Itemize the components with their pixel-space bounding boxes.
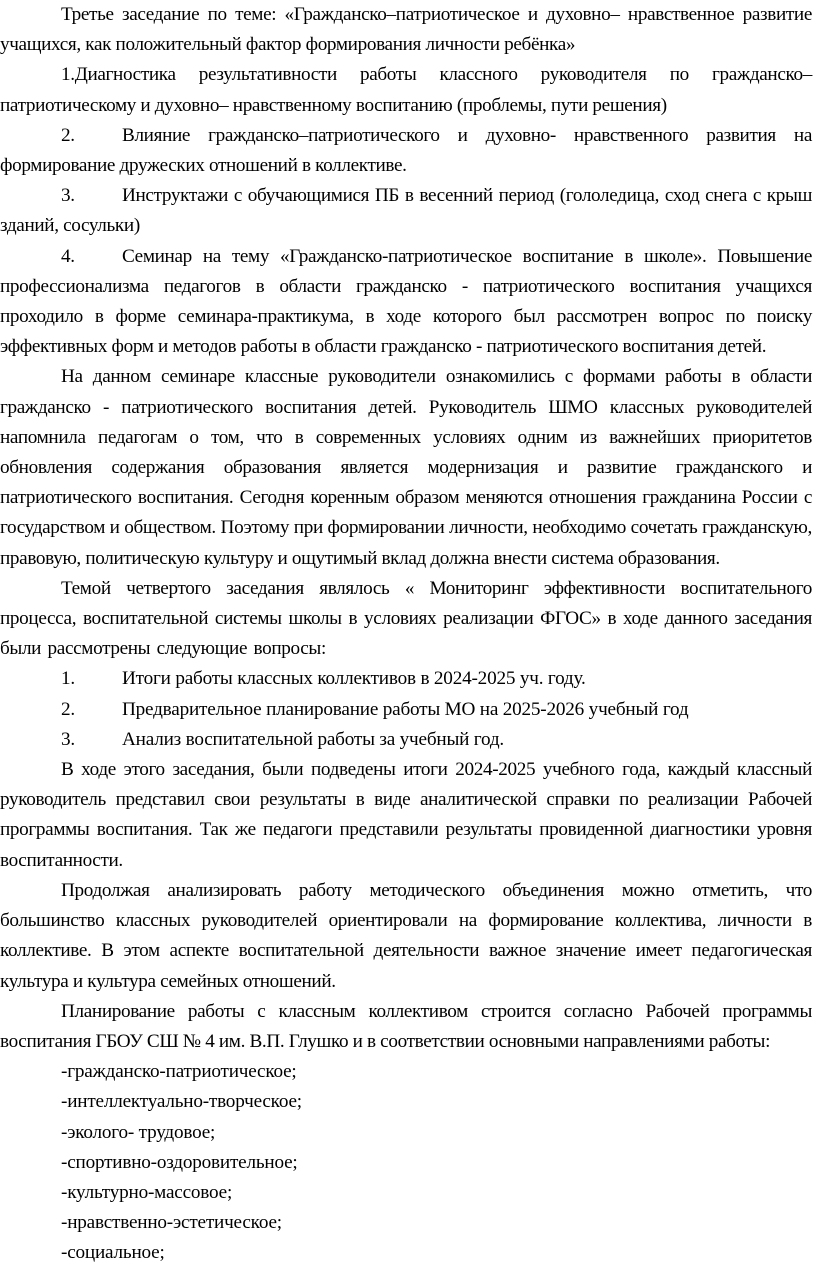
fourth-meeting-item-2: 2. Предварительное планирование работы МО на 2025-2026 учебный год: [61, 698, 689, 720]
direction-item: -интеллектуально-творческое;: [61, 1091, 302, 1113]
third-meeting-item-3: 3. Инструктажи с обучающимися ПБ в весенний период (гололедица, сход снега с крыш зданий, сосульки): [0, 185, 812, 237]
direction-item: -социальное;: [61, 1242, 165, 1264]
direction-item: -культурно-массовое;: [61, 1181, 233, 1203]
third-meeting-item-2: 2. Влияние гражданско–патриотического и духовно- нравственного развития на формирование дружеских отношений в коллективе.: [0, 124, 812, 177]
fourth-meeting-item-3: 3. Анализ воспитательной работы за учебный год.: [61, 728, 504, 750]
third-meeting-item-1: 1.Диагностика результативности работы классного руководителя по гражданско–патриотическому и духовно– нравственному воспитанию (проблемы, пути решения): [0, 64, 812, 116]
direction-item: -нравственно-эстетическое;: [61, 1212, 282, 1234]
third-meeting-title: Третье заседание по теме: «Гражданско–патриотическое и духовно– нравственное развитие учащихся, как положительный фактор формирования личности ребёнка»: [0, 4, 812, 56]
fourth-meeting-item-1: 1. Итоги работы классных коллективов в 2024-2025 уч. году.: [61, 668, 586, 690]
direction-item: -гражданско-патриотическое;: [61, 1061, 297, 1083]
third-meeting-item-4: 4. Семинар на тему «Гражданско-патриотическое воспитание в школе». Повышение профессионализма педагогов в области гражданско - патриотического воспитания учащихся проходило в форме семинара-практикума, в ходе которого был рассмотрен вопрос по поиску эффективных форм и методов работы в области гражданско - патриотического воспитания детей.: [0, 245, 812, 358]
fourth-meeting-paragraph: Темой четвертого заседания являлось « Мониторинг эффективности воспитательного процесса, воспитательной системы школы в условиях реализации ФГОС» в ходе данного заседания были рассмотрены следующие вопросы:: [0, 577, 812, 660]
direction-item: -эколого- трудовое;: [61, 1121, 216, 1143]
seminar-paragraph: На данном семинаре классные руководители ознакомились с формами работы в области гражданско - патриотического воспитания детей. Руководитель ШМО классных руководителей напомнила педагогам о том, что в современных условиях одним из важнейших приоритетов обновления содержания образования является модернизация и развитие гражданского и патриотического воспитания. Сегодня коренным образом меняются отношения гражданина России с государством и обществом. Поэтому при формировании личности, необходимо сочетать гражданскую, правовую, политическую культуру и ощутимый вклад должна внести система образования.: [0, 366, 812, 569]
analysis-paragraph: Продолжая анализировать работу методического объединения можно отметить, что большинство классных руководителей ориентировали на формирование коллектива, личности в коллективе. В этом аспекте воспитательной деятельности важное значение имеет педагогическая культура и культура семейных отношений.: [0, 879, 812, 992]
planning-paragraph: Планирование работы с классным коллективом строится согласно Рабочей программы воспитания ГБОУ СШ № 4 им. В.П. Глушко и в соответствии основными направлениями работы:: [0, 1000, 812, 1052]
results-paragraph: В ходе этого заседания, были подведены итоги 2024-2025 учебного года, каждый классный руководитель представил свои результаты в виде аналитической справки по реализации Рабочей программы воспитания. Так же педагоги представили результаты провиденной диагностики уровня воспитанности.: [0, 759, 812, 871]
direction-item: -спортивно-оздоровительное;: [61, 1151, 298, 1173]
